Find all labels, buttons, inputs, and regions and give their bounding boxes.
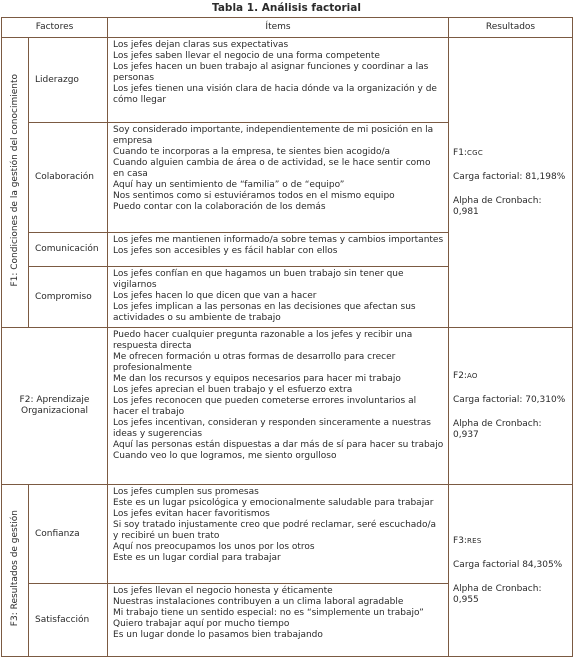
- list-item: Este es un lugar psicológica y emocionalmente saludable para trabajar: [113, 498, 434, 508]
- header-resultados: Resultados: [449, 18, 573, 38]
- items-compromiso: [108, 267, 449, 328]
- f3-factor-cell: [2, 485, 29, 657]
- list-item: Puedo contar con la colaboración de los demás: [113, 202, 326, 212]
- list-item: Los jefes saben llevar el negocio de una forma competente: [113, 51, 380, 61]
- list-item: Este es un lugar cordial para trabajar: [113, 553, 281, 563]
- list-item: Nuestras instalaciones contribuyen a un clima laboral agradable: [113, 597, 404, 607]
- f1-results: [449, 38, 573, 328]
- f1-factor-cell: [2, 38, 29, 328]
- table-row: [2, 38, 573, 123]
- list-item: Me ofrecen formación u otras formas de desarrollo para crecer profesionalmente: [113, 352, 396, 373]
- list-item: Puedo hacer cualquier pregunta razonable a los jefes y recibir una respuesta directa: [113, 330, 413, 351]
- f3-code-prefix: F3:: [453, 535, 467, 546]
- f1-code-prefix: F1:: [453, 147, 467, 158]
- f3-alpha: Alpha de Cronbach: 0,955: [453, 583, 542, 605]
- items-f2: [108, 328, 449, 485]
- items-satisfaccion: [108, 584, 449, 657]
- list-item: Los jefes hacen un buen trabajo al asignar funciones y coordinar a las personas: [113, 62, 429, 83]
- f1-factor-label: F1: Condiciones de la gestión del conocimiento: [9, 74, 20, 287]
- list-item: Soy considerado importante, independientemente de mi posición en la empresa: [113, 125, 434, 146]
- table-row: [2, 485, 573, 584]
- f2-code: AO: [466, 372, 478, 380]
- subfactor-colaboracion: Colaboración: [29, 123, 108, 233]
- list-item: Nos sentimos como si estuviéramos todos en el mismo equipo: [113, 191, 395, 201]
- list-item: Los jefes aprecian el buen trabajo y el esfuerzo extra: [113, 385, 353, 395]
- list-item: Cuando te incorporas a la empresa, te sientes bien acogido/a: [113, 147, 391, 157]
- list-item: Los jefes reconocen que pueden cometerse errores involuntarios al hacer el trabajo: [113, 396, 417, 417]
- subfactor-confianza: Confianza: [29, 485, 108, 584]
- list-item: Los jefes tienen una visión clara de hacia dónde va la organización y de cómo llegar: [113, 84, 437, 105]
- f3-carga: Carga factorial 84,305%: [453, 559, 563, 570]
- f1-carga: Carga factorial: 81,198%: [453, 171, 566, 182]
- items-confianza: [108, 485, 449, 584]
- list-item: Es un lugar donde lo pasamos bien trabajando: [113, 630, 323, 640]
- list-item: Aquí hay un sentimiento de “familia” o de “equipo”: [113, 180, 345, 190]
- list-item: Los jefes implican a las personas en las decisiones que afectan sus actividades o su ambiente de trabajo: [113, 302, 416, 323]
- list-item: Aquí nos preocupamos los unos por los otros: [113, 542, 315, 552]
- f2-code-prefix: F2:: [453, 371, 467, 381]
- header-items: Ítems: [108, 18, 449, 38]
- list-item: Los jefes dejan claras sus expectativas: [113, 40, 289, 50]
- f1-code: CGC: [466, 148, 484, 157]
- list-item: Los jefes llevan el negocio honesta y éticamente: [113, 586, 333, 596]
- f2-carga: Carga factorial: 70,310%: [453, 395, 566, 405]
- items-liderazgo: [108, 38, 449, 123]
- list-item: Cuando veo lo que logramos, me siento orgulloso: [113, 451, 337, 461]
- list-item: Los jefes incentivan, consideran y responden sinceramente a nuestras ideas y sugerencias: [113, 418, 431, 439]
- list-item: Mi trabajo tiene un sentido especial: no es “simplemente un trabajo”: [113, 608, 424, 618]
- items-comunicacion: [108, 233, 449, 267]
- subfactor-satisfaccion: Satisfacción: [29, 584, 108, 657]
- f3-code: RES: [466, 536, 482, 545]
- list-item: Los jefes confían en que hagamos un buen trabajo sin tener que vigilarnos: [113, 269, 404, 290]
- table-caption: Tabla 1. Análisis factorial: [212, 2, 361, 14]
- f2-results: [449, 328, 573, 485]
- list-item: Aquí las personas están dispuestas a dar más de sí para hacer su trabajo: [113, 440, 444, 450]
- f2-factor-label: F2: Aprendizaje Organizacional: [2, 328, 108, 485]
- factor-analysis-table: [1, 17, 573, 657]
- list-item: Los jefes hacen lo que dicen que van a hacer: [113, 291, 317, 301]
- subfactor-compromiso: Compromiso: [29, 267, 108, 328]
- list-item: Me dan los recursos y equipos necesarios para hacer mi trabajo: [113, 374, 401, 384]
- list-item: Cuando alguien cambia de área o de actividad, se le hace sentir como en casa: [113, 158, 431, 179]
- list-item: Los jefes cumplen sus promesas: [113, 487, 259, 497]
- list-item: Quiero trabajar aquí por mucho tiempo: [113, 619, 290, 629]
- list-item: Los jefes son accesibles y es fácil hablar con ellos: [113, 246, 338, 256]
- header-row: [2, 18, 573, 38]
- table-row: [2, 328, 573, 485]
- list-item: Los jefes evitan hacer favoritismos: [113, 509, 270, 519]
- items-colaboracion: [108, 123, 449, 233]
- list-item: Los jefes me mantienen informado/a sobre temas y cambios importantes: [113, 235, 444, 245]
- subfactor-liderazgo: Liderazgo: [29, 38, 108, 123]
- header-factores: Factores: [2, 18, 108, 38]
- f3-factor-label: F3: Resultados de gestión: [9, 510, 20, 627]
- list-item: Si soy tratado injustamente creo que podré reclamar, seré escuchado/a y recibiré un buen trato: [113, 520, 437, 541]
- subfactor-comunicacion: Comunicación: [29, 233, 108, 267]
- f3-results: [449, 485, 573, 657]
- f1-alpha: Alpha de Cronbach: 0,981: [453, 195, 542, 217]
- f2-alpha: Alpha de Cronbach: 0,937: [453, 419, 542, 440]
